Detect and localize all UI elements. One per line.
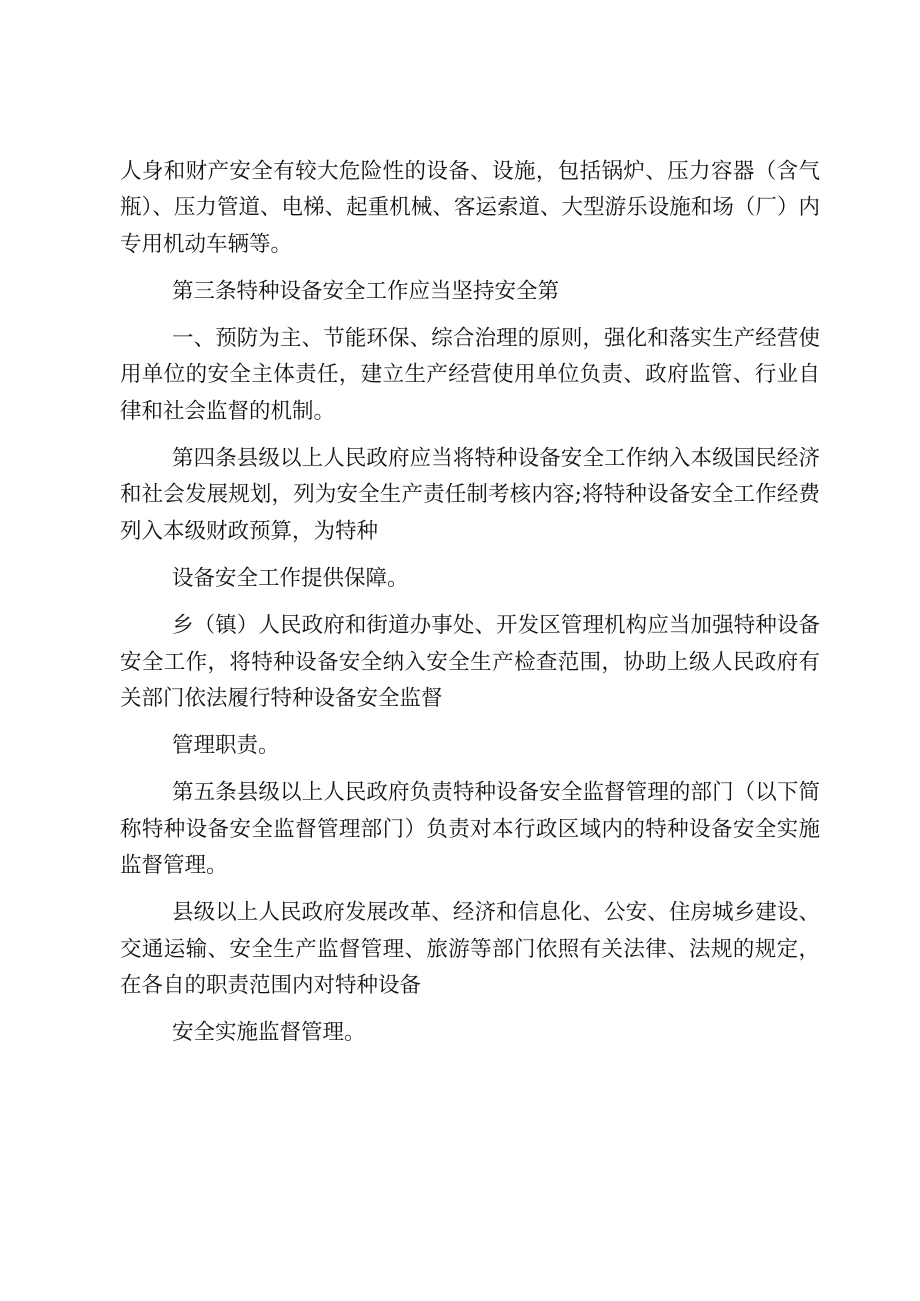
paragraph-intro-continued: 人身和财产安全有较大危险性的设备、设施，包括锅炉、压力容器（含气瓶）、压力管道、电梯、起重机械、客运索道、大型游乐设施和场（厂）内专用机动车辆等。 <box>120 159 820 257</box>
document-body <box>120 154 820 1063</box>
paragraph-article-4: 第四条县级以上人民政府应当将特种设备安全工作纳入本级国民经济和社会发展规划，列为安全生产责任制考核内容;将特种设备安全工作经费列入本级财政预算，为特种 <box>120 446 820 544</box>
paragraph-article-3: 第三条特种设备安全工作应当坚持安全第 <box>172 278 560 304</box>
paragraph-article-4-continued: 设备安全工作提供保障。 <box>172 565 409 591</box>
paragraph-article-3-principles: 一、预防为主、节能环保、综合治理的原则，强化和落实生产经营使用单位的安全主体责任，建立生产经营使用单位负责、政府监管、行业自律和社会监督的机制。 <box>120 326 820 424</box>
paragraph-article-5: 第五条县级以上人民政府负责特种设备安全监督管理的部门（以下简称特种设备安全监督管理部门）负责对本行政区域内的特种设备安全实施监督管理。 <box>120 780 820 879</box>
paragraph-township-duties: 乡（镇）人民政府和街道办事处、开发区管理机构应当加强特种设备安全工作，将特种设备安全纳入安全生产检查范围，协助上级人民政府有关部门依法履行特种设备安全监督 <box>120 613 820 711</box>
paragraph-departments: 县级以上人民政府发展改革、经济和信息化、公安、住房城乡建设、交通运输、安全生产监督管理、旅游等部门依照有关法律、法规的规定，在各自的职责范围内对特种设备 <box>120 900 820 998</box>
paragraph-township-duties-continued: 管理职责。 <box>172 733 280 759</box>
paragraph-departments-continued: 安全实施监督管理。 <box>172 1020 366 1046</box>
